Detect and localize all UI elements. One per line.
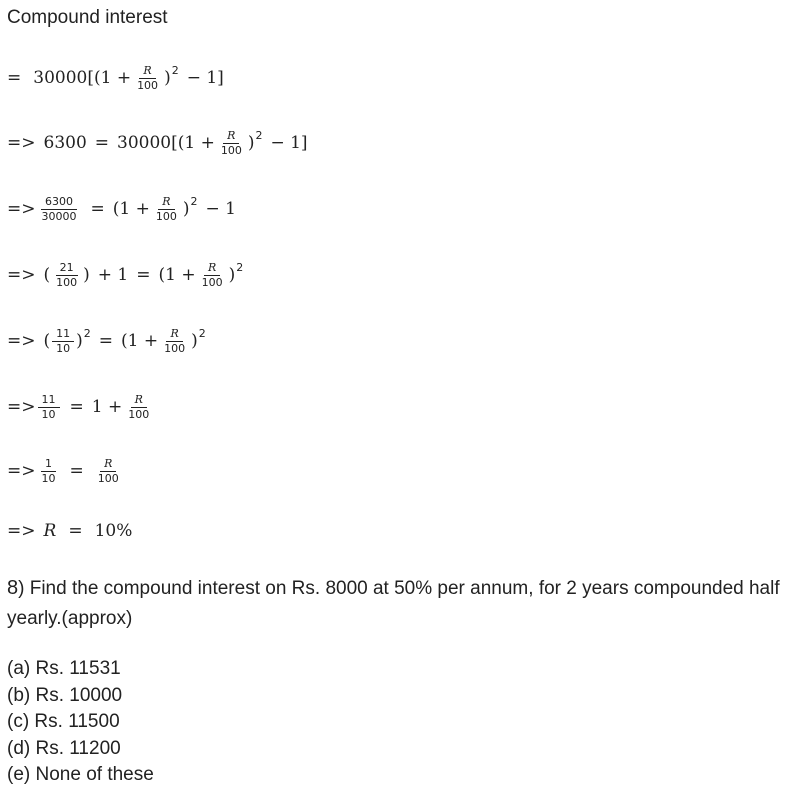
equals-sign: = bbox=[69, 397, 84, 417]
fraction: $\frac{R}{100}$ bbox=[220, 128, 242, 157]
equation-line-8 bbox=[7, 511, 132, 551]
equation-prefix: => bbox=[7, 461, 36, 481]
paren: ) bbox=[76, 331, 83, 351]
fraction: $\frac{21}{100}$ bbox=[56, 260, 78, 289]
equation-expression: 30000[(1 + bbox=[33, 68, 132, 88]
paren: ) bbox=[228, 265, 236, 285]
equals-sign: = bbox=[94, 133, 110, 153]
equation-prefix: = bbox=[7, 68, 22, 88]
fraction: $\frac{11}{10}$ bbox=[52, 327, 74, 356]
equation-line-5 bbox=[7, 321, 206, 361]
equals-sign: = bbox=[69, 461, 84, 481]
equation-lhs: 6300 bbox=[43, 133, 87, 153]
exponent: 2 bbox=[198, 326, 206, 340]
paren: ) bbox=[247, 133, 255, 153]
equals-sign: = bbox=[136, 265, 151, 285]
fraction: $\frac{R}{100}$ bbox=[137, 63, 159, 92]
equation-line-1 bbox=[7, 58, 224, 98]
answer-options bbox=[7, 656, 154, 789]
fraction: $\frac{1}{10}$ bbox=[41, 456, 56, 485]
equation-line-6 bbox=[7, 387, 155, 427]
fraction: $\frac{R}{100}$ bbox=[155, 194, 177, 223]
question-body: ) Find the compound interest on Rs. 8000 at 50% per annum, for 2 years compounded half yearly.(approx) bbox=[7, 578, 780, 629]
exponent: 2 bbox=[236, 260, 244, 274]
equals-sign: = bbox=[90, 199, 105, 219]
option-e: (e) None of these bbox=[7, 764, 154, 785]
equation-line-2 bbox=[7, 123, 308, 163]
option-b: (b) Rs. 10000 bbox=[7, 684, 123, 706]
equation-expression: + 1 bbox=[97, 265, 129, 285]
equation-line-7 bbox=[7, 451, 125, 491]
equals-sign: = bbox=[98, 331, 114, 351]
equation-tail: − 1] bbox=[270, 133, 308, 153]
equation-prefix: => bbox=[7, 199, 36, 219]
paren: ) bbox=[83, 265, 90, 285]
equation-expression: 1 + bbox=[91, 397, 123, 417]
option-a: (a) Rs. 11531 bbox=[7, 658, 121, 679]
variable: R bbox=[43, 521, 57, 541]
section-heading: Compound interest bbox=[7, 7, 168, 28]
option-c: (c) Rs. 11500 bbox=[7, 711, 120, 732]
equation-prefix: => bbox=[7, 521, 36, 541]
equation-line-4 bbox=[7, 255, 243, 295]
equation-prefix: => bbox=[7, 397, 36, 417]
paren: ( bbox=[43, 265, 51, 285]
fraction: $\frac{R}{100}$ bbox=[164, 326, 186, 355]
equation-expression: (1 + bbox=[158, 265, 196, 285]
equation-line-3 bbox=[7, 189, 236, 229]
exponent: 2 bbox=[190, 194, 198, 208]
equals-sign: = bbox=[68, 521, 83, 541]
paren: ( bbox=[43, 331, 51, 351]
question-number: 8 bbox=[7, 577, 19, 599]
option-d: (d) Rs. 11200 bbox=[7, 737, 121, 759]
equation-expression: (1 + bbox=[121, 331, 159, 351]
equation-tail: − 1] bbox=[186, 68, 224, 88]
equation-expression: 30000[(1 + bbox=[117, 133, 215, 153]
fraction: $\frac{R}{100}$ bbox=[97, 456, 119, 485]
fraction: $\frac{R}{100}$ bbox=[128, 392, 150, 421]
equation-prefix: => bbox=[7, 265, 36, 285]
equation-tail: − 1 bbox=[205, 199, 236, 219]
paren: ) bbox=[164, 68, 171, 88]
fraction: $\frac{11}{10}$ bbox=[38, 393, 60, 422]
question-text bbox=[7, 573, 785, 634]
exponent: 2 bbox=[83, 326, 91, 340]
result-value: 10% bbox=[94, 521, 133, 541]
fraction: $\frac{R}{100}$ bbox=[201, 260, 223, 289]
paren: ) bbox=[182, 199, 190, 219]
fraction: $\frac{6300}{30000}$ bbox=[41, 194, 77, 223]
equation-expression: (1 + bbox=[112, 199, 150, 219]
equation-prefix: => bbox=[7, 133, 36, 153]
exponent: 2 bbox=[255, 128, 263, 142]
equation-prefix: => bbox=[7, 331, 36, 351]
exponent: 2 bbox=[171, 63, 179, 77]
paren: ) bbox=[191, 331, 198, 351]
